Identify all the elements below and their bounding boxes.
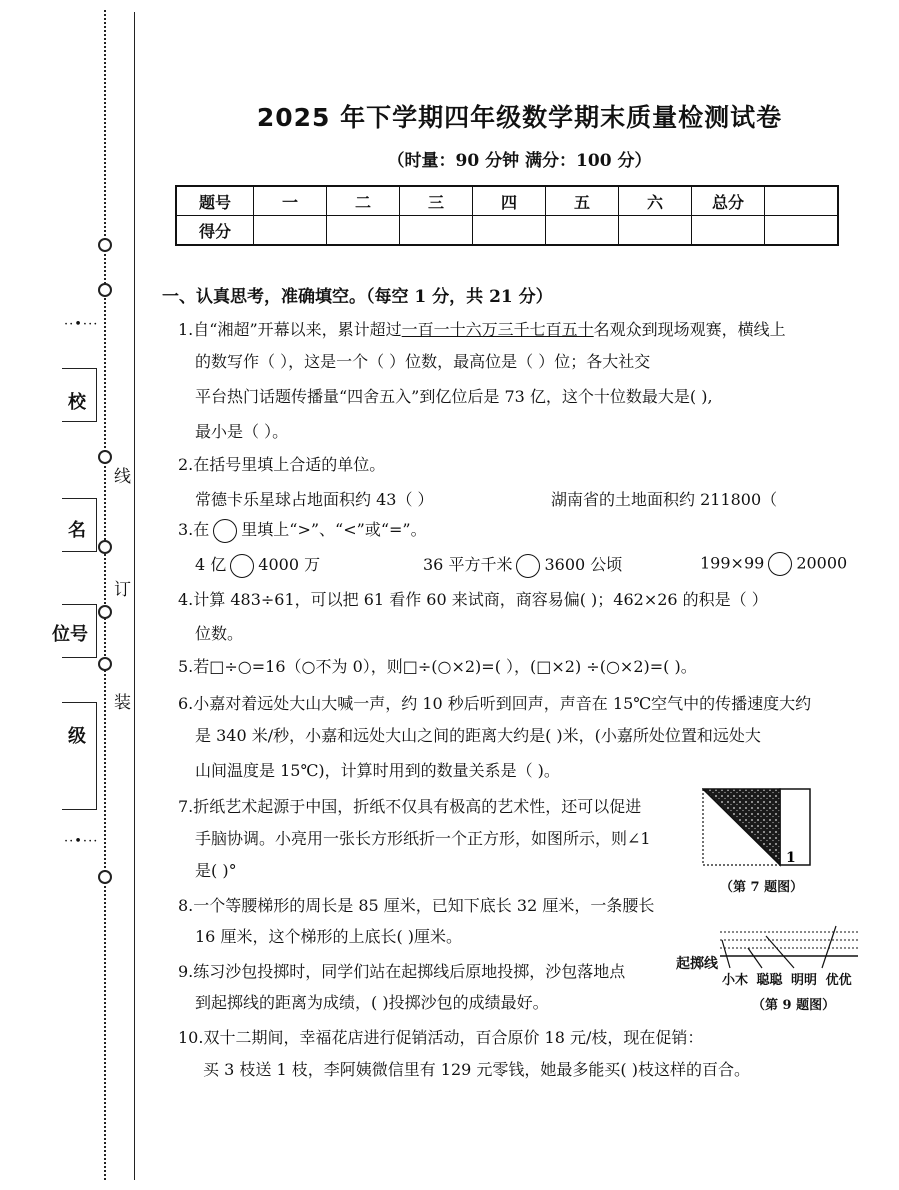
- question-text: 一个等腰梯形的周长是 85 厘米，已知下底长 32 厘米，一条腰长: [193, 896, 655, 915]
- score-cell[interactable]: [254, 216, 327, 246]
- page-title: 2025 年下学期四年级数学期末质量检测试卷: [256, 103, 783, 132]
- score-header-cell: 总分: [692, 186, 765, 216]
- score-cell[interactable]: [546, 216, 619, 246]
- underlined-number-words: 一百一十六万三千七百五十: [401, 320, 594, 339]
- class-label: 级: [68, 726, 86, 747]
- class-field-box[interactable]: [62, 702, 97, 810]
- score-header-cell: 题号: [176, 186, 254, 216]
- question-6-line-3[interactable]: 山间温度是 15℃)，计算时用到的数量关系是（ )。: [195, 761, 560, 780]
- binding-ring: [98, 283, 112, 297]
- score-header-cell: 三: [400, 186, 473, 216]
- score-header-cell: 六: [619, 186, 692, 216]
- binding-word-xian: 线: [114, 467, 131, 487]
- side-dots: ··•···: [64, 834, 99, 849]
- score-cell[interactable]: [765, 216, 839, 246]
- compare-right: 4000 万: [258, 555, 321, 574]
- question-1-line-4[interactable]: 最小是（ ）。: [195, 422, 289, 441]
- question-text: 自“湘超”开幕以来，累计超过: [193, 320, 402, 339]
- binding-ring: [98, 870, 112, 884]
- figure-7-caption: （第 7 题图）: [720, 880, 804, 895]
- compare-left: 4 亿: [195, 555, 227, 574]
- question-number: 10.: [178, 1028, 204, 1047]
- score-header-cell: 一: [254, 186, 327, 216]
- compare-circle-input[interactable]: [768, 552, 792, 576]
- score-table-score-row: [176, 216, 838, 246]
- question-1: [178, 312, 858, 347]
- figure-9-caption: （第 9 题图）: [752, 998, 836, 1013]
- binding-ring: [98, 540, 112, 554]
- question-2-blank-a[interactable]: 常德卡乐星球占地面积约 43（ ）: [195, 490, 434, 509]
- question-4[interactable]: [178, 582, 858, 617]
- question-number: 6.: [178, 694, 194, 713]
- question-number: 9.: [178, 962, 194, 981]
- score-header-cell: 二: [327, 186, 400, 216]
- question-1-line-2[interactable]: 的数写作（ ），这是一个（ ）位数，最高位是（ ）位；各大社交: [195, 352, 651, 371]
- name-label: 名: [68, 520, 86, 541]
- folded-paper-figure: [702, 788, 812, 870]
- question-text: 在: [193, 520, 210, 539]
- question-number: 8.: [178, 896, 194, 915]
- start-line-label: 起掷线: [676, 956, 718, 972]
- question-9-line-2[interactable]: 到起掷线的距离为成绩，( )投掷沙包的成绩最好。: [195, 993, 549, 1012]
- compare-circle-input[interactable]: [230, 554, 254, 578]
- school-label: 校: [68, 392, 86, 413]
- score-table-header-row: [176, 186, 838, 216]
- question-number: 1.: [178, 320, 194, 339]
- question-text: 若□÷○=16（○不为 0），则□÷(○×2)=( ），(□×2) ÷(○×2)=( )。: [193, 657, 697, 676]
- compare-right: 3600 公顷: [544, 555, 623, 574]
- binding-ring: [98, 657, 112, 671]
- score-header-cell: 四: [473, 186, 546, 216]
- compare-left: 36 平方千米: [423, 555, 513, 574]
- student-names: 小木 聪聪 明明 优优: [722, 973, 852, 988]
- binding-ring: [98, 238, 112, 252]
- question-text: 里填上“>”、“<”或“=”。: [241, 520, 427, 539]
- question-text: 练习沙包投掷时，同学们站在起掷线后原地投掷，沙包落地点: [193, 962, 626, 981]
- seat-label: 位号: [52, 624, 88, 645]
- binding-ring: [98, 605, 112, 619]
- question-4-line-2: 位数。: [195, 624, 244, 643]
- angle-1-label: 1: [786, 850, 796, 866]
- compare-item-c: [700, 552, 847, 576]
- score-table: [175, 185, 839, 246]
- binding-solid-line: [134, 12, 135, 1180]
- question-number: 5.: [178, 657, 194, 676]
- binding-word-ding: 订: [114, 580, 131, 600]
- side-dots: ··•···: [64, 317, 99, 332]
- binding-ring: [98, 450, 112, 464]
- question-text: 双十二期间，幸福花店进行促销活动，百合原价 18 元/枝，现在促销：: [203, 1028, 704, 1047]
- throw-distance-figure: [718, 924, 860, 970]
- question-10-line-2[interactable]: 买 3 枝送 1 枝，李阿姨微信里有 129 元零钱，她最多能买( )枝这样的百合。: [203, 1060, 750, 1079]
- score-cell[interactable]: [400, 216, 473, 246]
- binding-word-zhuang: 装: [114, 693, 131, 713]
- question-7-line-2: 手脑协调。小亮用一张长方形纸折一个正方形，如图所示，则∠1: [195, 829, 651, 848]
- score-header-cell: [765, 186, 839, 216]
- question-2: [178, 447, 858, 482]
- question-number: 4.: [178, 590, 194, 609]
- section-1-heading: 一、认真思考，准确填空。（每空 1 分，共 21 分）: [162, 287, 553, 307]
- question-text: 名观众到现场观赛，横线上: [593, 320, 786, 339]
- question-1-line-3[interactable]: 平台热门话题传播量“四舍五入”到亿位后是 73 亿，这个十位数最大是( ),: [195, 387, 713, 406]
- question-number: 2.: [178, 455, 194, 474]
- question-number: 7.: [178, 797, 194, 816]
- question-2-blank-b[interactable]: 湖南省的土地面积约 211800（: [551, 490, 778, 509]
- score-cell[interactable]: [473, 216, 546, 246]
- binding-dotted-line: [104, 10, 106, 1180]
- question-3: [178, 512, 858, 547]
- question-6: [178, 686, 858, 721]
- question-text: 折纸艺术起源于中国，折纸不仅具有极高的艺术性，还可以促进: [193, 797, 642, 816]
- question-7-line-3[interactable]: 是( )°: [195, 861, 237, 880]
- score-header-cell: 五: [546, 186, 619, 216]
- compare-right: 20000: [796, 553, 848, 573]
- compare-circle-icon: [213, 519, 237, 543]
- question-8: [178, 888, 858, 923]
- folded-triangle: [703, 789, 780, 865]
- compare-circle-input[interactable]: [516, 554, 540, 578]
- score-cell[interactable]: [692, 216, 765, 246]
- question-text: 在括号里填上合适的单位。: [193, 455, 386, 474]
- question-10: [178, 1020, 858, 1055]
- question-6-line-2[interactable]: 是 340 米/秒，小嘉和远处大山之间的距离大约是( )米，(小嘉所处位置和远处大: [195, 726, 761, 745]
- compare-item-a: [195, 552, 320, 578]
- score-cell[interactable]: [327, 216, 400, 246]
- question-text: 计算 483÷61，可以把 61 看作 60 来试商，商容易偏( )；462×26 的积是（ ）: [193, 590, 768, 609]
- compare-left: 199×99: [700, 553, 765, 573]
- question-5[interactable]: [178, 649, 858, 684]
- score-cell[interactable]: [619, 216, 692, 246]
- compare-item-b: [423, 552, 622, 578]
- question-text: 小嘉对着远处大山大喊一声，约 10 秒后听到回声，声音在 15℃空气中的传播速度大约: [193, 694, 812, 713]
- question-8-line-2[interactable]: 16 厘米，这个梯形的上底长( )厘米。: [195, 927, 463, 946]
- page-subtitle: （时量：90 分钟 满分：100 分）: [387, 151, 652, 171]
- question-number: 3.: [178, 520, 194, 539]
- score-row-label: 得分: [176, 216, 254, 246]
